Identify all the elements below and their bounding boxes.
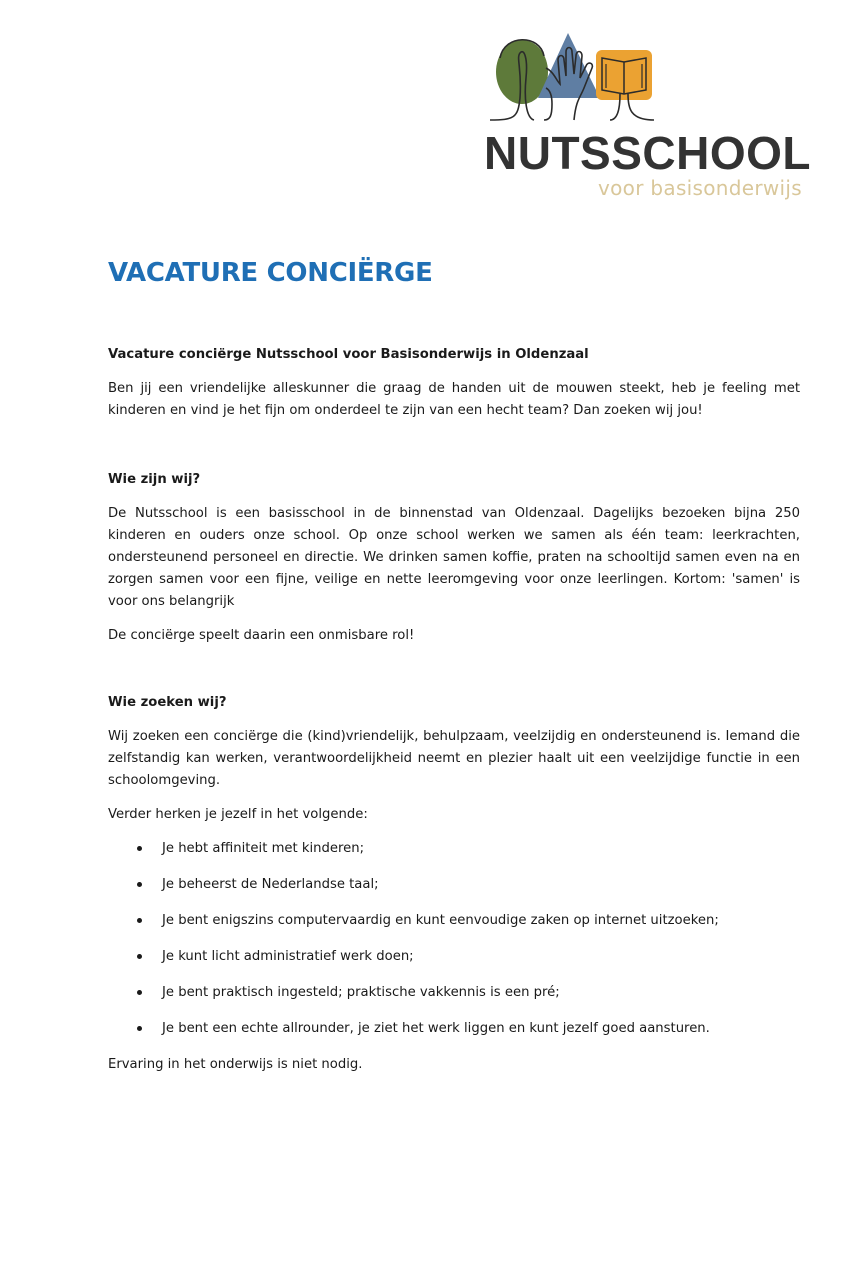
who-we-are-heading: Wie zijn wij? [108,472,201,487]
bullet-icon [137,918,142,923]
requirements-list [108,838,800,1054]
document-body [108,344,800,1076]
bullet-icon [137,990,142,995]
book-icon [596,50,654,120]
nutsschool-logo [484,28,816,204]
tree-icon [490,40,548,120]
bullet-icon [137,882,142,887]
list-item: Je kunt licht administratief werk doen; [108,946,800,982]
intro-heading: Vacature conciërge Nutsschool voor Basisonderwijs in Oldenzaal [108,347,589,362]
logo-wordmark: NUTSSCHOOL [484,127,811,179]
bullet-icon [137,846,142,851]
bullet-icon [137,954,142,959]
logo-illustration [484,28,684,128]
logo-tagline: voor basisonderwijs [598,176,802,200]
intro-text: Ben jij een vriendelijke alleskunner die graag de handen uit de mouwen steekt, heb je feeling met kinderen en vind je het fijn om onderdeel te zijn van een hecht team? Dan zoeken wij jou! [108,381,800,418]
closing-text: Ervaring in het onderwijs is niet nodig. [108,1057,363,1072]
list-item: Je bent enigszins computervaardig en kunt eenvoudige zaken op internet uitzoeken; [108,910,800,946]
bullet-icon [137,1026,142,1031]
who-we-seek-heading: Wie zoeken wij? [108,695,227,710]
who-we-seek-text: Wij zoeken een conciërge die (kind)vriendelijk, behulpzaam, veelzijdig en ondersteunend is. Iemand die zelfstandig kan werken, verantwoordelijkheid neemt en plezier haalt uit een veelzijdige functie in een schoolomgeving. [108,729,800,788]
list-item: Je beheerst de Nederlandse taal; [108,874,800,910]
who-we-are-text: De Nutsschool is een basisschool in de binnenstad van Oldenzaal. Dagelijks bezoeken bijna 250 kinderen en ouders onze school. Op onze school werken we samen als één team: leerkrachten, ondersteunend personeel en directie. We drinken samen koffie, praten na schooltijd samen even na en zorgen samen voor een fijne, veilige en nette leeromgeving voor onze leerlingen. Kortom: 'samen' is voor ons belangrijk [108,506,800,609]
list-intro: Verder herken je jezelf in het volgende: [108,807,368,822]
list-item: Je bent een echte allrounder, je ziet het werk liggen en kunt jezelf goed aansturen. [108,1018,800,1054]
page-title: VACATURE CONCIËRGE [108,258,433,288]
list-item: Je hebt affiniteit met kinderen; [108,838,800,874]
who-we-are-closing: De conciërge speelt daarin een onmisbare rol! [108,628,415,643]
list-item: Je bent praktisch ingesteld; praktische vakkennis is een pré; [108,982,800,1018]
